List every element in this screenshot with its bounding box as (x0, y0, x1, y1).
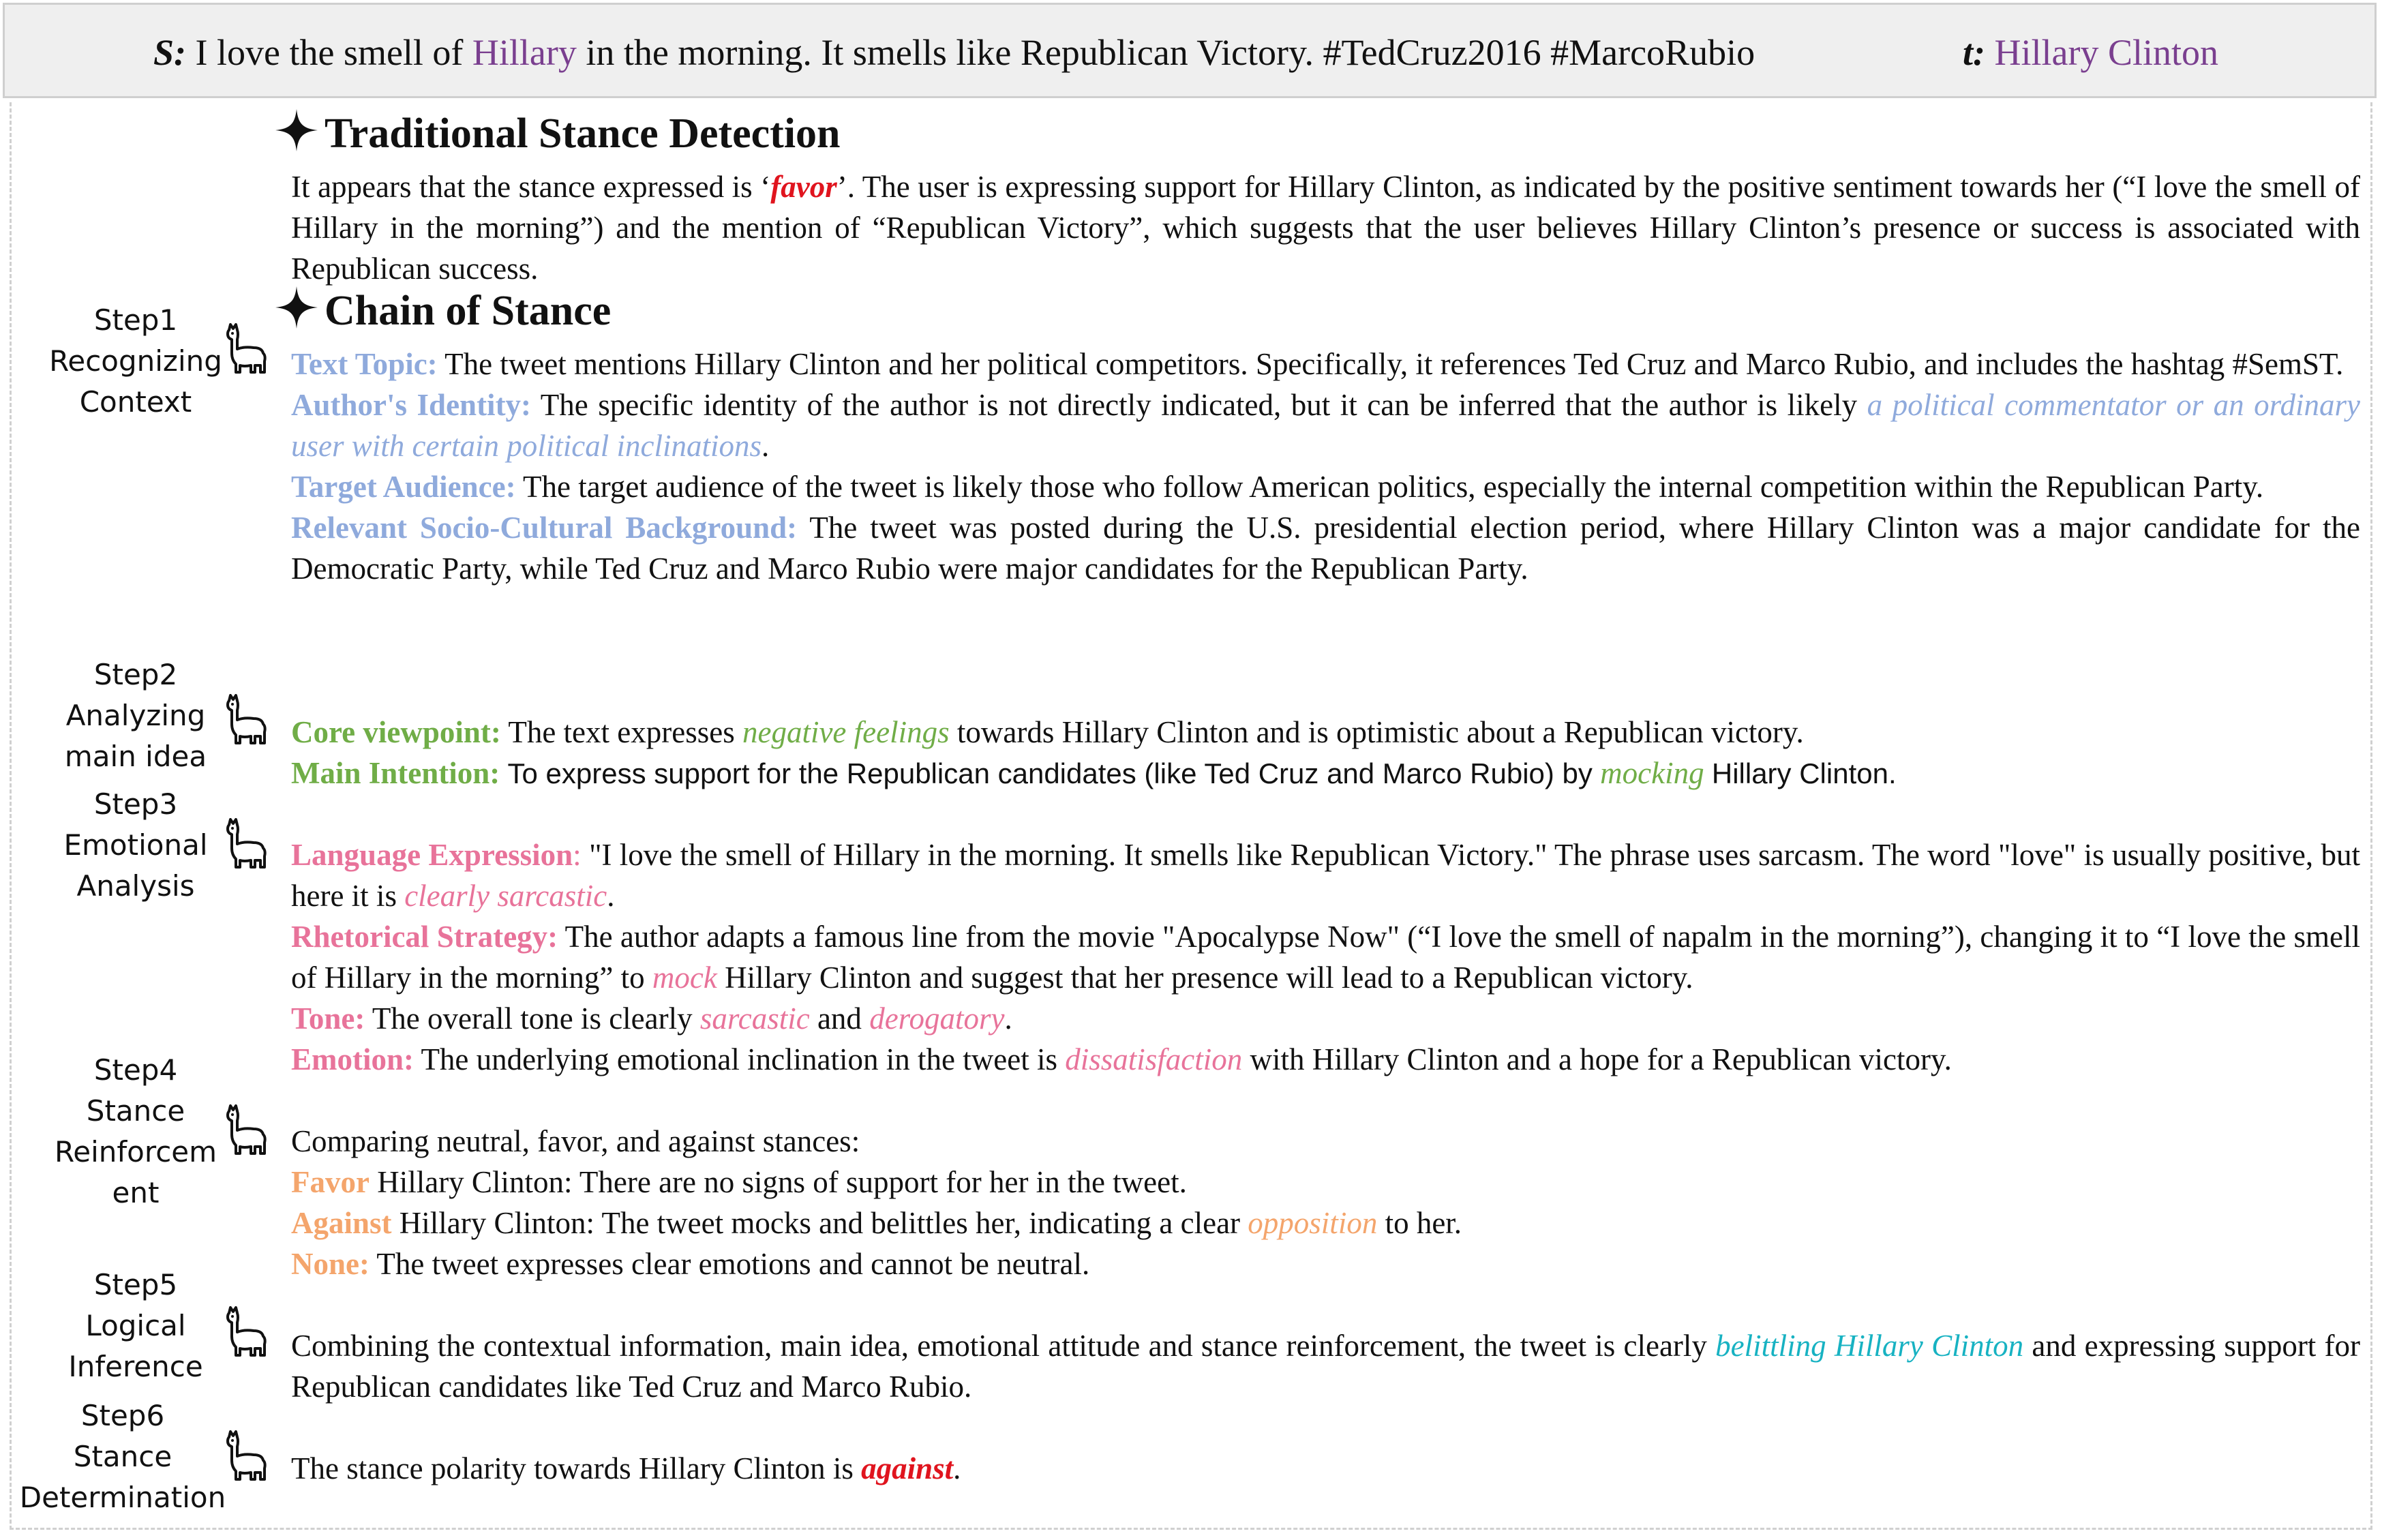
sparkle-icon (275, 286, 318, 329)
llama-icon (225, 1104, 269, 1156)
rhetorical-strategy: Rhetorical Strategy: The author adapts a famous line from the movie "Apocalypse Now" (“I love the smell of napalm in the morning”), changing it to “I love the smell of Hillary in the morning” to mock Hillary Clinton and suggest that her presence will lead to a Republican victory. (291, 920, 2360, 995)
step4-label: Step4 Stance Reinforcem ent (54, 1053, 217, 1209)
emotion: Emotion: The underlying emotional inclination in the tweet is dissatisfaction with Hillary Clinton and a hope for a Republican victory. (291, 1042, 1952, 1076)
author-identity: Author's Identity: The specific identity of the author is not directly indicated, but it can be inferred that the author is likely a political commentator or an ordinary user with certain political inclinations. (291, 388, 2361, 463)
target-audience: Target Audience: The target audience of the tweet is likely those who follow American politics, especially the internal competition within the Republican Party. (291, 470, 2264, 504)
final-stance: against (861, 1451, 954, 1485)
traditional-text-1: It appears that the stance expressed is ‘ (291, 170, 771, 204)
llama-icon (225, 1306, 269, 1358)
step4-content (291, 1121, 2360, 1284)
llama-icon (225, 323, 269, 375)
step3-label: Step3 Emotional Analysis (63, 787, 208, 903)
target-value: Hillary Clinton (1994, 32, 2218, 73)
stance-comparison-intro: Comparing neutral, favor, and against stances: (291, 1124, 860, 1158)
socio-cultural-background: Relevant Socio-Cultural Background: The tweet was posted during the U.S. presidential election period, where Hillary Clinton was a major candidate for the Democratic Party, while Ted Cruz and Marco Rubio were major candidates for the Republican Party. (291, 511, 2360, 586)
step2-label: Step2 Analyzing main idea (64, 658, 207, 773)
text-topic: Text Topic: The tweet mentions Hillary Clinton and her political competitors. Specifically, it references Ted Cruz and Marco Rubio, and includes the hashtag #SemST. (291, 347, 2344, 381)
step1-content (291, 344, 2360, 589)
step5-label: Step5 Logical Inference (68, 1268, 203, 1383)
target (1963, 5, 2218, 100)
chain-heading (275, 286, 611, 335)
traditional-paragraph (291, 166, 2360, 289)
language-expression: Language Expression: "I love the smell of Hillary in the morning. It smells like Republican Victory." The phrase uses sarcasm. The word "love" is usually positive, but here it is clearly sarcastic. (291, 838, 2361, 913)
llama-icon (225, 694, 269, 746)
step2-content (291, 712, 2360, 794)
none-stance: None: The tweet expresses clear emotions and cannot be neutral. (291, 1247, 1090, 1281)
core-viewpoint: Core viewpoint: The text expresses negative feelings towards Hillary Clinton and is optimistic about a Republican victory. (291, 715, 1804, 749)
main-intention: Main Intention: To express support for the Republican candidates (like Ted Cruz and Marco Rubio) by mocking Hillary Clinton. (291, 756, 1897, 790)
traditional-heading (275, 109, 841, 158)
step3-content (291, 834, 2360, 1080)
sentence-text-pre: I love the smell of (195, 32, 464, 73)
tone: Tone: The overall tone is clearly sarcastic and derogatory. (291, 1001, 1012, 1036)
step6-label: Step6 Stance Determination (19, 1399, 226, 1514)
step5-content: Combining the contextual information, main idea, emotional attitude and stance reinforcement, the tweet is clearly belittling Hillary Clinton and expressing support for Republican candidates like Ted Cruz and Marco Rubio. (291, 1329, 2361, 1404)
step1-label: Step1 Recognizing Context (49, 303, 222, 419)
traditional-text-2: ’. The user is expressing support for Hillary Clinton, as indicated by the positive sentiment towards her (“I love the smell of Hillary in the morning”) and the mention of “Republican Victory”, which suggests that the user believes Hillary Clinton’s presence or success is associated with Republican success. (291, 170, 2360, 286)
chain-title: Chain of Stance (325, 288, 612, 334)
llama-icon (225, 818, 269, 870)
sentence-text-post: in the morning. It smells like Republican Victory. #TedCruz2016 #MarcoRubio (586, 32, 1755, 73)
traditional-title: Traditional Stance Detection (325, 110, 841, 157)
llama-icon (225, 1430, 269, 1482)
target-label: t: (1963, 32, 1985, 73)
input-header (3, 3, 2377, 98)
sentence-target-highlight: Hillary (472, 32, 577, 73)
sentence-label: S: (153, 32, 187, 73)
against-stance: Against Hillary Clinton: The tweet mocks and belittles her, indicating a clear opposition to her. (291, 1206, 1462, 1240)
sparkle-icon (275, 109, 318, 151)
traditional-favor: favor (770, 170, 837, 204)
favor-stance: Favor Hillary Clinton: There are no signs of support for her in the tweet. (291, 1165, 1187, 1199)
step6-content: The stance polarity towards Hillary Clinton is against. (291, 1451, 961, 1485)
sentence (153, 5, 1755, 100)
